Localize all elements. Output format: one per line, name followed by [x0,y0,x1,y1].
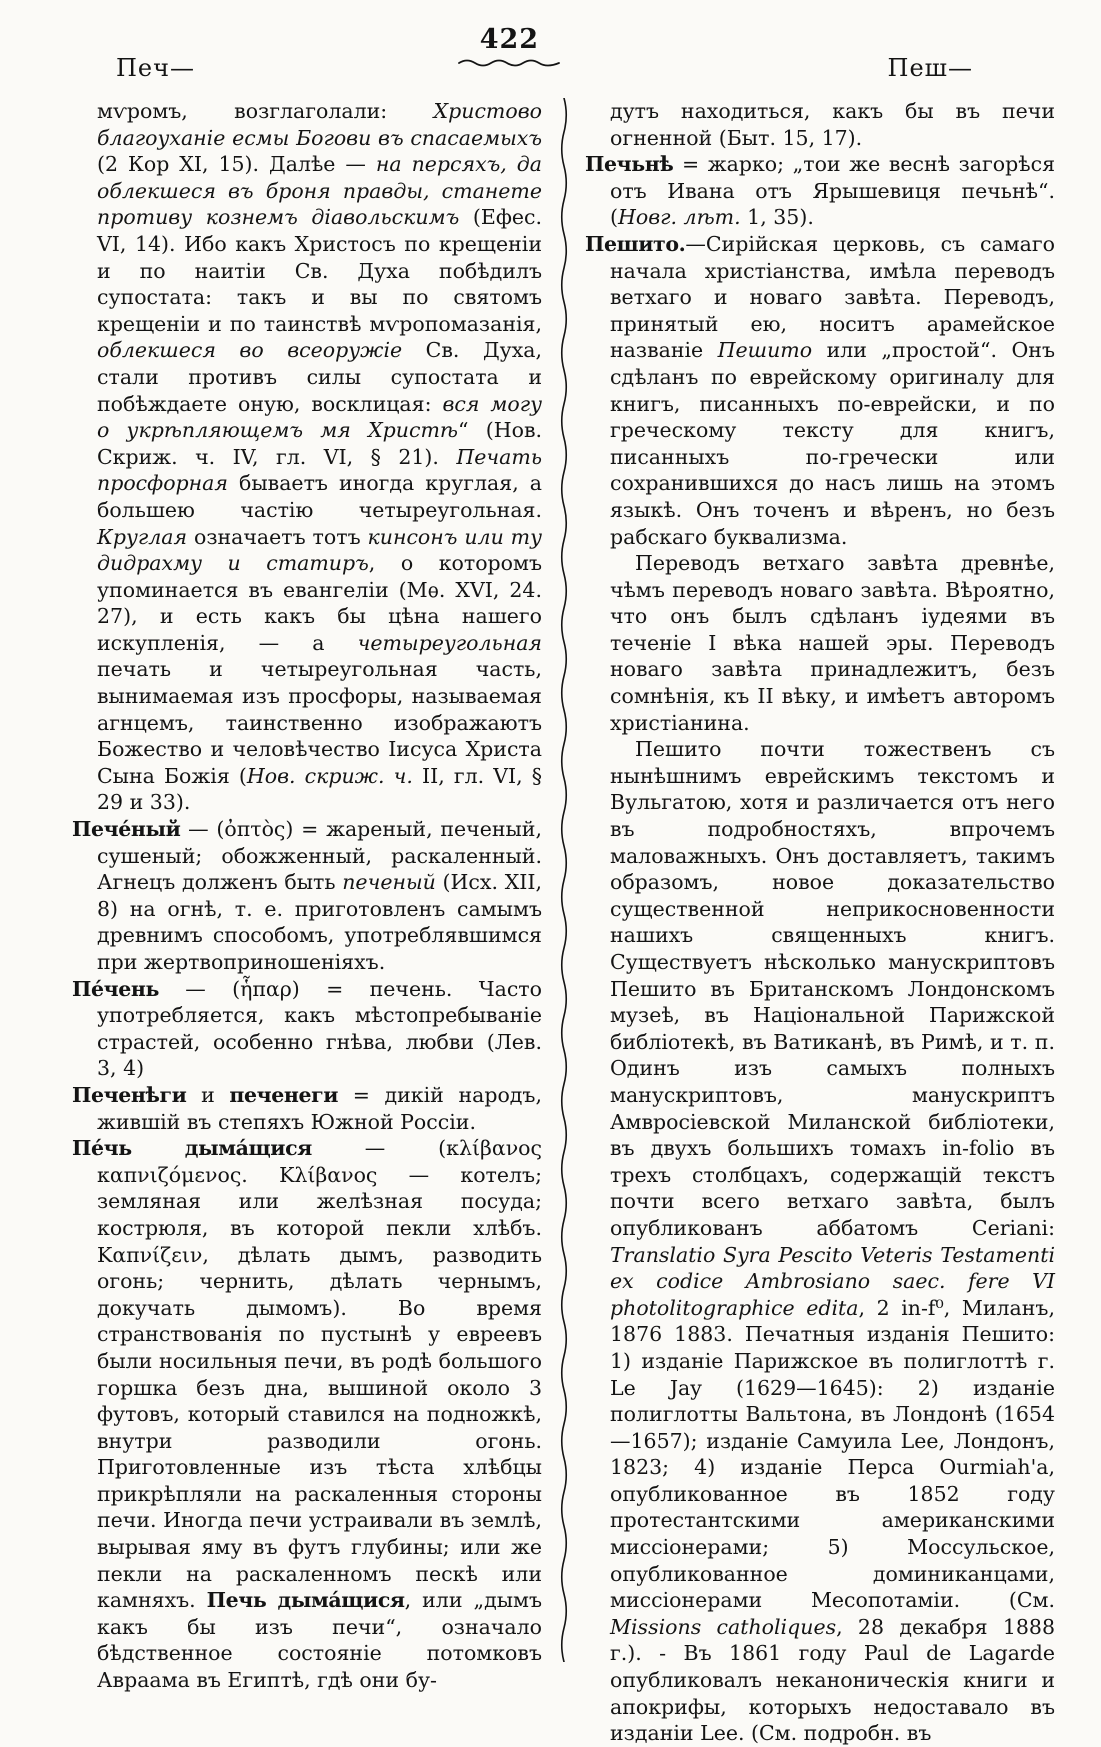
text-segment: Христово благоуханіе есмы Богови въ спасаемыхъ [97,99,542,150]
text-segment: Печать просфорная [97,444,542,496]
text-segment: , о которомъ упоминается въ евангеліи (Мѳ. XVI, 24. 27), и есть какъ бы цѣна нашего искупленія, — а [97,551,542,655]
text-segment: на персяхъ, да облекшеся въ броня правды, станете противу кознемъ діавольскимъ [97,152,542,230]
left-column [72,98,542,1694]
paragraph [585,736,1055,1747]
text-segment: , 2 in-f⁰, Миланъ, 1876 1883. Печатныя изданія Пешито: 1) изданіе Парижское въ полиглоттѣ г. Le Jay (1629—1645): 2) изданіе полиглотты Вальтона, въ Лондонѣ (1654—1657); изданіе Самуила Lee, Лондонъ, 1823; 4) изданіе Перса Ourmiah'a, опубликованное въ 1852 году протестантскими американскими миссіонерами; 5) Моссульское, опубликованное доминиканцами, миссіонерами Месопотаміи. (См. [610,1295,1055,1613]
header-guide-word-right: Пеш— [887,54,973,82]
paragraph [72,98,542,816]
text-segment: = жарко; „тои же веснѣ загорѣся отъ Ивана отъ Ярышевиця печьнѣ“. ( [610,152,1055,230]
page-header [72,24,1055,98]
header-guide-word-left: Печ— [116,54,195,82]
text-segment: (Исх. XII, 8) на огнѣ, т. е. приготовленъ самымъ древнимъ способомъ, употреблявшимся при жертвоприношеніяхъ. [97,870,542,974]
paragraph [72,1135,542,1693]
text-segment: и [186,1082,230,1107]
text-segment: бываетъ иногда круглая, а большею частію четыреугольная. [97,471,542,522]
page-number: 422 [479,24,540,55]
right-column [585,98,1055,1747]
text-segment: Пешито почти тожественъ съ нынѣшнимъ еврейскимъ текстомъ и Вульгатою, хотя и различается отъ него въ подробностяхъ, впрочемъ маловажныхъ. Онъ доставляетъ, такимъ образомъ, новое доказательство существенной неприкосновенности нашихъ священныхъ книгъ. Существуетъ нѣсколько манускриптовъ Пешито въ Британскомъ Лондонскомъ музеѣ, въ Національной Парижской библіотекѣ, въ Ватиканѣ, въ Римѣ, и т. п. Одинъ изъ самыхъ полныхъ манускриптовъ, манускриптъ Амвросіевской Миланской библіотеки, въ двухъ большихъ томахъ in-folio въ трехъ столбцахъ, содержащій текстъ почти всего ветхаго завѣта, былъ опубликованъ аббатомъ Ceriani: [610,737,1055,1240]
text-segment: = дикій народъ, жившій въ степяхъ Южной Россіи. [97,1082,542,1134]
paragraph [72,976,542,1082]
text-segment: означаетъ тотъ [187,524,368,549]
text-segment: Круглая [97,524,188,549]
text-segment: печеный [342,870,436,895]
text-columns [72,98,1055,1747]
text-segment: кинсонъ или ту дидрахму и статиръ [97,524,542,576]
paragraph [585,550,1055,736]
text-segment: —Сирійская церковь, съ самаго начала христіанства, имѣла переводъ ветхаго и новаго завѣта. Переводъ, принятый ею, носитъ арамейское названіе [610,231,1055,363]
text-segment: 1, 35). [740,205,814,230]
text-segment: , 28 декабря 1888 г.). - Въ 1861 году Paul de Lagarde опубликовалъ неканоническія книги и апокрифы, которыхъ недоставало въ изданіи Lee. (См. подробн. въ [610,1614,1055,1746]
text-segment: Новг. лѣт. [618,205,741,230]
entry-headword: Печенѣги [72,1082,187,1107]
text-segment: вся могу о укрѣпляющемъ мя Христѣ [97,391,542,443]
paragraph [72,1082,542,1135]
text-segment: Missions catholiques [610,1614,837,1639]
entry-headword: печенеги [229,1082,339,1107]
paragraph [585,231,1055,550]
text-segment: Translatio Syra Pescito Veteris Testamenti ex codice Ambrosiano saec. fere VI photolitographice edita [610,1242,1055,1320]
entry-headword: Пече́ный [72,817,181,842]
text-segment: Пешито [717,338,813,363]
paragraph [585,151,1055,231]
text-segment: — (κλίβανος καπνιζόμενος. Κλίβανος — котелъ; земляная или желѣзная посуда; кострюля, въ которой пекли хлѣбъ. Καπνίζειν, дѣлать дымъ, разводить огонь; чернить, дѣлать чернымъ, докучать дымомъ). Во время странствованія по пустынѣ у евреевъ были носильныя печи, въ родѣ большого горшка безъ дна, вышиной около 3 футовъ, который ставился на подножкѣ, внутри разводили огонь. Приготовленные изъ тѣста хлѣбцы прикрѣпляли на раскаленныя стороны печи. Иногда печи устраивали въ землѣ, вырывая яму въ футъ глубины; или же пекли на раскаленномъ пескѣ или камняхъ. [97,1136,542,1613]
text-segment: (2 Кор XI, 15). Далѣе — [97,152,376,177]
text-segment: (Ефес. VI, 14). Ибо какъ Христосъ по крещеніи и по наитіи Св. Духа побѣдилъ супостата: такъ и вы по святомъ крещеніи и по таинствѣ мѵропомазанія, [97,205,542,336]
text-segment: — (ἧπαρ) = печень. Часто употребляется, какъ мѣстопребываніе страстей, особенно гнѣва, любви (Лев. 3, 4) [97,976,542,1081]
text-segment: или „простой“. Онъ сдѣланъ по еврейскому оригиналу для книгъ, писанныхъ по-еврейски, и по греческому тексту для книгъ, писанныхъ по-гречески или сохранившихся до насъ лишь на этомъ языкѣ. Онъ точенъ и вѣренъ, но безъ рабскаго буквализма. [610,338,1055,549]
text-segment: — (ὀπτὸς) = жареный, печеный, сушеный; обожженный, раскаленный. Агнецъ долженъ быть [97,817,542,895]
text-segment: “ (Нов. Скриж. ч. IV, гл. VI, § 21). [97,418,543,469]
wavy-rule-ornament [457,57,561,69]
text-segment: Нов. скриж. ч. [246,763,413,788]
column-divider-area [542,98,585,1662]
entry-headword: Пешито. [585,231,686,256]
text-segment: печать и четыреугольная часть, вынимаемая изъ просфоры, называемая агнцемъ, таинственно изображаютъ Божество и человѣчество Іисуса Христа Сына Божія ( [97,657,542,788]
entry-headword: Пе́чень [72,976,159,1001]
text-segment: облекшеся во всеоружіе [97,338,403,363]
page-number-block [457,24,561,69]
paragraph [585,98,1055,151]
text-segment: Переводъ ветхаго завѣта древнѣе, чѣмъ переводъ новаго завѣта. Вѣроятно, что онъ былъ сдѣланъ іудеями въ теченіе I вѣка нашей эры. Переводъ новаго завѣта принадлежитъ, безъ сомнѣнія, къ II вѣку, и имѣетъ авторомъ христіанина. [610,551,1055,735]
text-segment: дутъ находиться, какъ бы въ печи огненной (Быт. 15, 17). [610,99,1055,150]
text-segment: Св. Духа, стали противъ силы супостата и побѣждаете оную, восклицая: [97,338,542,416]
entry-headword: Печь дыма́щися [206,1588,405,1613]
text-segment: мѵромъ, возглаголали: [97,99,434,123]
column-divider [558,98,570,1662]
entry-headword: Печьнѣ [585,152,674,177]
text-segment: II, гл. VI, § 29 и 33). [97,763,542,815]
text-segment: , или „дымъ какъ бы изъ печи“, означало бѣдственное состояніе потомковъ Авраама въ Египтѣ, гдѣ они бу- [97,1588,542,1693]
entry-headword: Пе́чь дыма́щися [72,1136,312,1161]
text-segment: четыреугольная [357,630,542,655]
paragraph [72,816,542,976]
